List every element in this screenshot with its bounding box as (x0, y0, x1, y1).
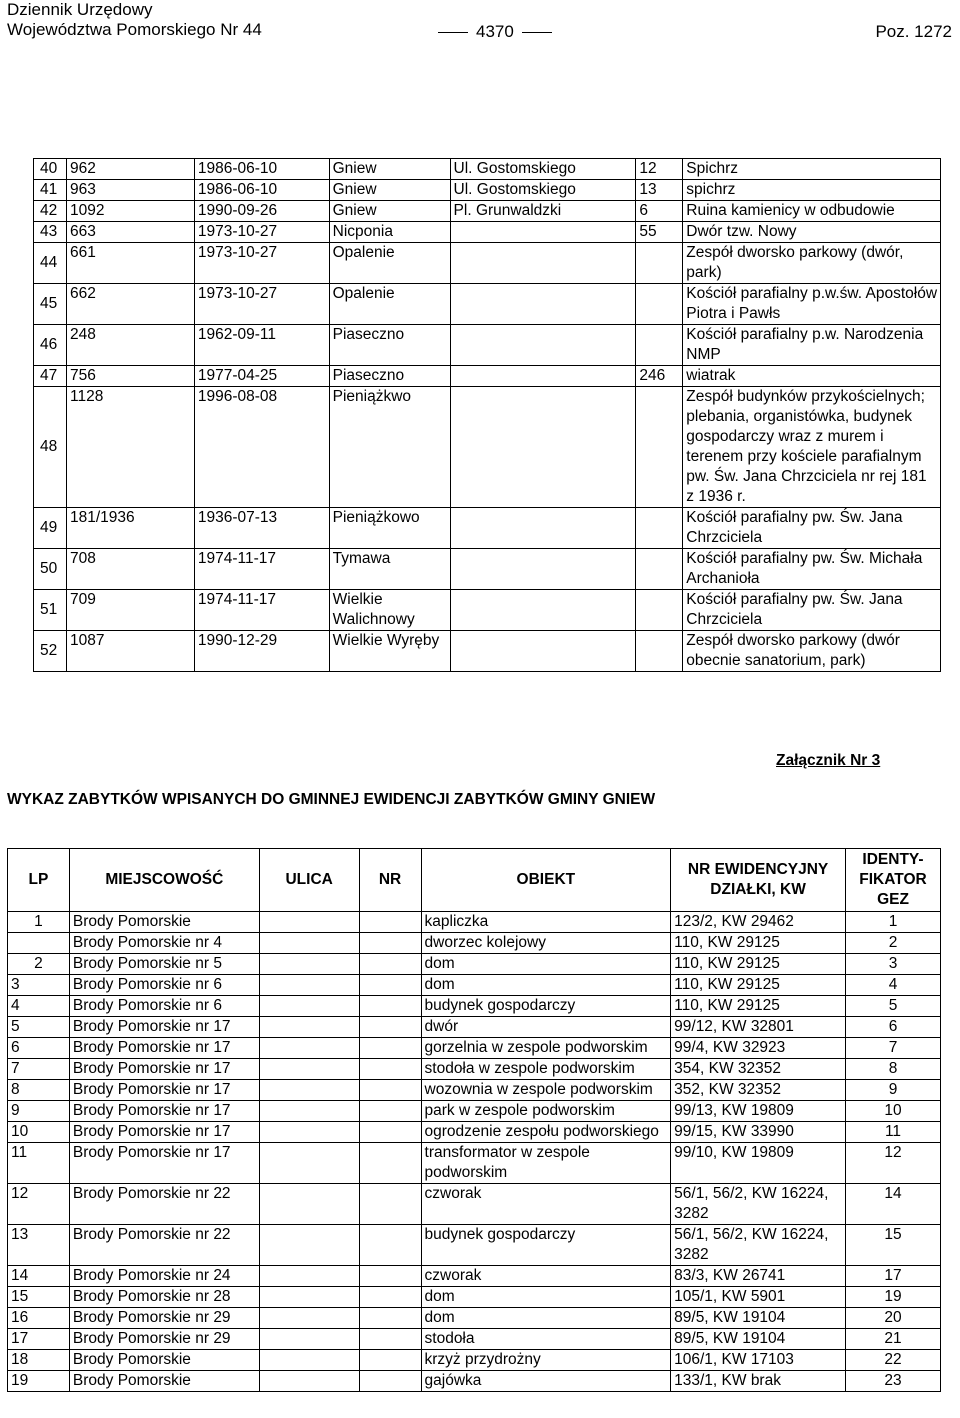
table-cell: gorzelnia w zespole podworskim (421, 1038, 671, 1059)
table-cell (359, 1038, 421, 1059)
table-cell: Zespół dworsko parkowy (dwór obecnie sanatorium, park) (683, 631, 941, 672)
table-cell: Kościół parafialny pw. Św. Jana Chrzciciela (683, 590, 941, 631)
table-cell: 1092 (66, 201, 194, 222)
table-cell: Brody Pomorskie nr 4 (69, 933, 259, 954)
table-cell: Spichrz (683, 159, 941, 180)
table-cell: Wielkie Walichnowy (329, 590, 450, 631)
table-row (34, 222, 941, 243)
table-cell: park w zespole podworskim (421, 1101, 671, 1122)
table-cell: Kościół parafialny pw. Św. Michała Archanioła (683, 549, 941, 590)
table-cell (359, 1059, 421, 1080)
table-cell: Opalenie (329, 284, 450, 325)
table-cell: Nicponia (329, 222, 450, 243)
table-cell: Gniew (329, 180, 450, 201)
table-cell: Piaseczno (329, 366, 450, 387)
table-cell: 1977-04-25 (194, 366, 329, 387)
table-cell (259, 1038, 359, 1059)
table-cell: 99/15, KW 33990 (671, 1122, 846, 1143)
table-row (8, 1350, 941, 1371)
table-cell: dom (421, 1308, 671, 1329)
table-cell (259, 1225, 359, 1266)
table-cell: 13 (8, 1225, 70, 1266)
table-cell (636, 284, 683, 325)
table-cell (359, 912, 421, 933)
table-cell (450, 243, 636, 284)
table-cell (259, 1287, 359, 1308)
table-cell: 1974-11-17 (194, 590, 329, 631)
table-row (34, 325, 941, 366)
table-cell: 99/13, KW 19809 (671, 1101, 846, 1122)
page-number (430, 22, 560, 42)
table-cell: Pieniążkwo (329, 387, 450, 508)
table-cell: 3 (8, 975, 70, 996)
table-cell: Brody Pomorskie nr 22 (69, 1184, 259, 1225)
table-cell (259, 1266, 359, 1287)
table-cell: Brody Pomorskie nr 17 (69, 1038, 259, 1059)
table-cell: Zespół budynków przykościelnych; plebania, organistówka, budynek gospodarczy wraz z murem i terenem przy kościele parafialnym pw. Św. Jana Chrzciciela nr rej 181 z 1936 r. (683, 387, 941, 508)
table-cell: 15 (8, 1287, 70, 1308)
table-cell: 4 (8, 996, 70, 1017)
table-cell: 19 (8, 1371, 70, 1392)
table-cell: krzyż przydrożny (421, 1350, 671, 1371)
table-cell (359, 1287, 421, 1308)
column-header: IDENTY-FIKATOR GEZ (846, 849, 941, 912)
table-cell: 9 (846, 1080, 941, 1101)
table-row (34, 159, 941, 180)
table-cell: 19 (846, 1287, 941, 1308)
table-cell (636, 549, 683, 590)
table-cell: 248 (66, 325, 194, 366)
table-cell: Brody Pomorskie nr 17 (69, 1059, 259, 1080)
table-cell: dom (421, 954, 671, 975)
table-cell: Brody Pomorskie (69, 1371, 259, 1392)
table-row (8, 975, 941, 996)
table-cell (450, 325, 636, 366)
table-cell: 18 (8, 1350, 70, 1371)
table-cell: 48 (34, 387, 67, 508)
table-cell: 11 (846, 1122, 941, 1143)
table-cell: 6 (8, 1038, 70, 1059)
table-cell: 663 (66, 222, 194, 243)
table-row (8, 1225, 941, 1266)
table-cell (259, 1308, 359, 1329)
table-cell: dom (421, 1287, 671, 1308)
table-cell: Brody Pomorskie nr 6 (69, 996, 259, 1017)
column-header: MIEJSCOWOŚĆ (69, 849, 259, 912)
table-cell: 52 (34, 631, 67, 672)
table-cell: 5 (846, 996, 941, 1017)
table-cell: Brody Pomorskie nr 17 (69, 1122, 259, 1143)
table-cell: 9 (8, 1101, 70, 1122)
table-cell: Brody Pomorskie nr 24 (69, 1266, 259, 1287)
table-cell (259, 1184, 359, 1225)
table-cell (259, 933, 359, 954)
table-row (8, 1287, 941, 1308)
table-cell: 99/4, KW 32923 (671, 1038, 846, 1059)
table-cell: Kościół parafialny p.w.św. Apostołów Piotra i Pawłs (683, 284, 941, 325)
table-cell (636, 508, 683, 549)
table-cell: 1 (846, 912, 941, 933)
table-cell: dworzec kolejowy (421, 933, 671, 954)
table-cell (359, 933, 421, 954)
table-cell: 1128 (66, 387, 194, 508)
table-cell (450, 508, 636, 549)
table-cell: Dwór tzw. Nowy (683, 222, 941, 243)
table-cell: Kościół parafialny p.w. Narodzenia NMP (683, 325, 941, 366)
table-cell (259, 1080, 359, 1101)
table-cell: 40 (34, 159, 67, 180)
table-cell: Brody Pomorskie nr 29 (69, 1329, 259, 1350)
table-row (34, 387, 941, 508)
table-cell: 1974-11-17 (194, 549, 329, 590)
table-cell: Ul. Gostomskiego (450, 180, 636, 201)
table-cell: 1936-07-13 (194, 508, 329, 549)
table-cell: Brody Pomorskie (69, 912, 259, 933)
table-cell: 110, KW 29125 (671, 996, 846, 1017)
table-cell: 110, KW 29125 (671, 933, 846, 954)
table-cell: 43 (34, 222, 67, 243)
table-cell: 89/5, KW 19104 (671, 1308, 846, 1329)
table-cell: Ruina kamienicy w odbudowie (683, 201, 941, 222)
table-cell: 23 (846, 1371, 941, 1392)
table-row (8, 1143, 941, 1184)
table-cell (450, 366, 636, 387)
table-cell: 83/3, KW 26741 (671, 1266, 846, 1287)
table-row (8, 1038, 941, 1059)
table-cell: 56/1, 56/2, KW 16224, 3282 (671, 1184, 846, 1225)
table-row (34, 180, 941, 201)
table-row (8, 996, 941, 1017)
table-cell: 246 (636, 366, 683, 387)
table-row (34, 243, 941, 284)
table-cell: Brody Pomorskie nr 17 (69, 1143, 259, 1184)
table-cell (259, 1350, 359, 1371)
journal-line-1: Dziennik Urzędowy (7, 0, 153, 19)
table-cell: Piaseczno (329, 325, 450, 366)
table-cell: 55 (636, 222, 683, 243)
table-cell (636, 243, 683, 284)
table-header-row (8, 849, 941, 912)
table-row (34, 508, 941, 549)
table-cell (259, 1371, 359, 1392)
table-cell: Kościół parafialny pw. Św. Jana Chrzciciela (683, 508, 941, 549)
table-cell: 1990-12-29 (194, 631, 329, 672)
table-cell: Ul. Gostomskiego (450, 159, 636, 180)
table-cell: Brody Pomorskie nr 17 (69, 1080, 259, 1101)
table-cell: 12 (846, 1143, 941, 1184)
table-cell: 662 (66, 284, 194, 325)
table-cell: 1087 (66, 631, 194, 672)
table-cell: 13 (636, 180, 683, 201)
table-cell: 17 (8, 1329, 70, 1350)
table-cell: 44 (34, 243, 67, 284)
table-cell: dom (421, 975, 671, 996)
table-cell: kapliczka (421, 912, 671, 933)
table-cell: budynek gospodarczy (421, 996, 671, 1017)
table-cell (259, 912, 359, 933)
table-cell: 1962-09-11 (194, 325, 329, 366)
position-number: Poz. 1272 (875, 22, 952, 41)
table-cell (359, 975, 421, 996)
table-cell (359, 954, 421, 975)
table-cell: Opalenie (329, 243, 450, 284)
table-cell: 99/12, KW 32801 (671, 1017, 846, 1038)
monuments-register-table (33, 158, 941, 672)
table-cell: 1990-09-26 (194, 201, 329, 222)
table-cell (359, 1101, 421, 1122)
table-cell: 3 (846, 954, 941, 975)
table-cell: 22 (846, 1350, 941, 1371)
table-row (34, 201, 941, 222)
table-cell (359, 1329, 421, 1350)
table-cell (259, 996, 359, 1017)
table-cell: 89/5, KW 19104 (671, 1329, 846, 1350)
table-cell (359, 1371, 421, 1392)
table-cell: 1 (8, 912, 70, 933)
table-cell: 15 (846, 1225, 941, 1266)
table-cell: 709 (66, 590, 194, 631)
table-cell (259, 1122, 359, 1143)
table-cell: ogrodzenie zespołu podworskiego (421, 1122, 671, 1143)
table-row (8, 1308, 941, 1329)
table-cell: 16 (8, 1308, 70, 1329)
table-cell: 10 (8, 1122, 70, 1143)
table-cell: 7 (846, 1038, 941, 1059)
table-cell (359, 1143, 421, 1184)
table-cell: Pl. Grunwaldzki (450, 201, 636, 222)
table-cell: Brody Pomorskie nr 17 (69, 1017, 259, 1038)
table-cell: wozownia w zespole podworskim (421, 1080, 671, 1101)
table-cell: Gniew (329, 201, 450, 222)
table-cell (259, 954, 359, 975)
table-cell: 7 (8, 1059, 70, 1080)
table-row (8, 1266, 941, 1287)
table-cell (359, 1080, 421, 1101)
table-cell: 133/1, KW brak (671, 1371, 846, 1392)
table-row (34, 631, 941, 672)
table-cell: 106/1, KW 17103 (671, 1350, 846, 1371)
table-cell: 181/1936 (66, 508, 194, 549)
table-cell (359, 1266, 421, 1287)
table-cell (259, 1101, 359, 1122)
table-cell: stodoła w zespole podworskim (421, 1059, 671, 1080)
table-cell: 47 (34, 366, 67, 387)
table-cell: 1973-10-27 (194, 222, 329, 243)
table-cell: 105/1, KW 5901 (671, 1287, 846, 1308)
table-cell: 45 (34, 284, 67, 325)
table-cell: 8 (846, 1059, 941, 1080)
municipal-monuments-table (7, 848, 941, 1392)
table-cell: 49 (34, 508, 67, 549)
table-cell: 6 (636, 201, 683, 222)
table-row (8, 1017, 941, 1038)
table-cell: stodoła (421, 1329, 671, 1350)
table-cell: 99/10, KW 19809 (671, 1143, 846, 1184)
table-cell (636, 590, 683, 631)
table-cell (450, 549, 636, 590)
table-cell: Pieniążkowo (329, 508, 450, 549)
table-row (8, 1080, 941, 1101)
table-cell: czworak (421, 1266, 671, 1287)
table-cell: Brody Pomorskie nr 29 (69, 1308, 259, 1329)
table-cell (450, 284, 636, 325)
table-cell (450, 590, 636, 631)
table-cell: 1973-10-27 (194, 243, 329, 284)
table-cell: 12 (636, 159, 683, 180)
table-cell: 17 (846, 1266, 941, 1287)
table-row (8, 1329, 941, 1350)
table-cell (8, 933, 70, 954)
table-row (8, 1059, 941, 1080)
table-cell: Tymawa (329, 549, 450, 590)
table-cell: Brody Pomorskie nr 6 (69, 975, 259, 996)
table-cell: Brody Pomorskie nr 5 (69, 954, 259, 975)
table-cell: 963 (66, 180, 194, 201)
table-cell: 14 (846, 1184, 941, 1225)
table-cell: 1996-08-08 (194, 387, 329, 508)
table-cell: Brody Pomorskie (69, 1350, 259, 1371)
table-cell: 110, KW 29125 (671, 954, 846, 975)
table-cell (359, 996, 421, 1017)
table-cell: Zespół dworsko parkowy (dwór, park) (683, 243, 941, 284)
table-cell: 1973-10-27 (194, 284, 329, 325)
column-header: ULICA (259, 849, 359, 912)
table-cell: dwór (421, 1017, 671, 1038)
page-number-text: 4370 (476, 22, 514, 41)
table-cell (450, 387, 636, 508)
table-cell (359, 1017, 421, 1038)
table-row (34, 590, 941, 631)
table-row (34, 366, 941, 387)
table-cell: Brody Pomorskie nr 22 (69, 1225, 259, 1266)
table-row (8, 912, 941, 933)
table-cell: 2 (8, 954, 70, 975)
table-cell: czworak (421, 1184, 671, 1225)
table-cell: 1986-06-10 (194, 159, 329, 180)
table-cell: 20 (846, 1308, 941, 1329)
table-cell: 1986-06-10 (194, 180, 329, 201)
table-row (8, 1122, 941, 1143)
table-cell (359, 1225, 421, 1266)
table-cell: 4 (846, 975, 941, 996)
table-cell: spichrz (683, 180, 941, 201)
table-cell: 11 (8, 1143, 70, 1184)
table-cell (450, 631, 636, 672)
table-row (34, 284, 941, 325)
table-row (34, 549, 941, 590)
table-cell: transformator w zespole podworskim (421, 1143, 671, 1184)
column-header: LP (8, 849, 70, 912)
table-cell: 56/1, 56/2, KW 16224, 3282 (671, 1225, 846, 1266)
table-cell: 708 (66, 549, 194, 590)
table-cell: Wielkie Wyręby (329, 631, 450, 672)
table-cell (359, 1308, 421, 1329)
table-cell: 41 (34, 180, 67, 201)
table-cell: 14 (8, 1266, 70, 1287)
journal-line-2: Województwa Pomorskiego Nr 44 (7, 20, 262, 39)
table-row (8, 1371, 941, 1392)
table-cell: 8 (8, 1080, 70, 1101)
table-cell: 46 (34, 325, 67, 366)
table-cell (636, 387, 683, 508)
table-cell: 962 (66, 159, 194, 180)
table-cell: gajówka (421, 1371, 671, 1392)
table-cell: 110, KW 29125 (671, 975, 846, 996)
column-header: NR (359, 849, 421, 912)
table-cell: 50 (34, 549, 67, 590)
table-cell: 2 (846, 933, 941, 954)
table-cell (259, 1059, 359, 1080)
table-row (8, 933, 941, 954)
column-header: OBIEKT (421, 849, 671, 912)
table-cell: 661 (66, 243, 194, 284)
table-cell (636, 631, 683, 672)
table-cell: 123/2, KW 29462 (671, 912, 846, 933)
table-cell: wiatrak (683, 366, 941, 387)
table-cell: Brody Pomorskie nr 28 (69, 1287, 259, 1308)
table-cell: 12 (8, 1184, 70, 1225)
table-cell: Brody Pomorskie nr 17 (69, 1101, 259, 1122)
table-cell: 5 (8, 1017, 70, 1038)
table-cell: Gniew (329, 159, 450, 180)
column-header: NR EWIDENCYJNY DZIAŁKI, KW (671, 849, 846, 912)
table-cell (259, 975, 359, 996)
table-cell: 51 (34, 590, 67, 631)
table-cell (359, 1350, 421, 1371)
annex-label: Załącznik Nr 3 (776, 752, 881, 769)
table-cell: 756 (66, 366, 194, 387)
table-cell (359, 1122, 421, 1143)
table-row (8, 954, 941, 975)
table-cell (259, 1017, 359, 1038)
journal-title (7, 0, 262, 40)
table-cell (259, 1329, 359, 1350)
table-cell: 352, KW 32352 (671, 1080, 846, 1101)
table-row (8, 1184, 941, 1225)
table-cell: 42 (34, 201, 67, 222)
table-cell: 354, KW 32352 (671, 1059, 846, 1080)
table-row (8, 1101, 941, 1122)
table-cell: budynek gospodarczy (421, 1225, 671, 1266)
table-cell: 21 (846, 1329, 941, 1350)
table-cell: 6 (846, 1017, 941, 1038)
table-cell (359, 1184, 421, 1225)
table-cell (636, 325, 683, 366)
table-cell: 10 (846, 1101, 941, 1122)
table-cell (259, 1143, 359, 1184)
table-cell (450, 222, 636, 243)
list-title: WYKAZ ZABYTKÓW WPISANYCH DO GMINNEJ EWIDENCJI ZABYTKÓW GMINY GNIEW (7, 791, 656, 808)
